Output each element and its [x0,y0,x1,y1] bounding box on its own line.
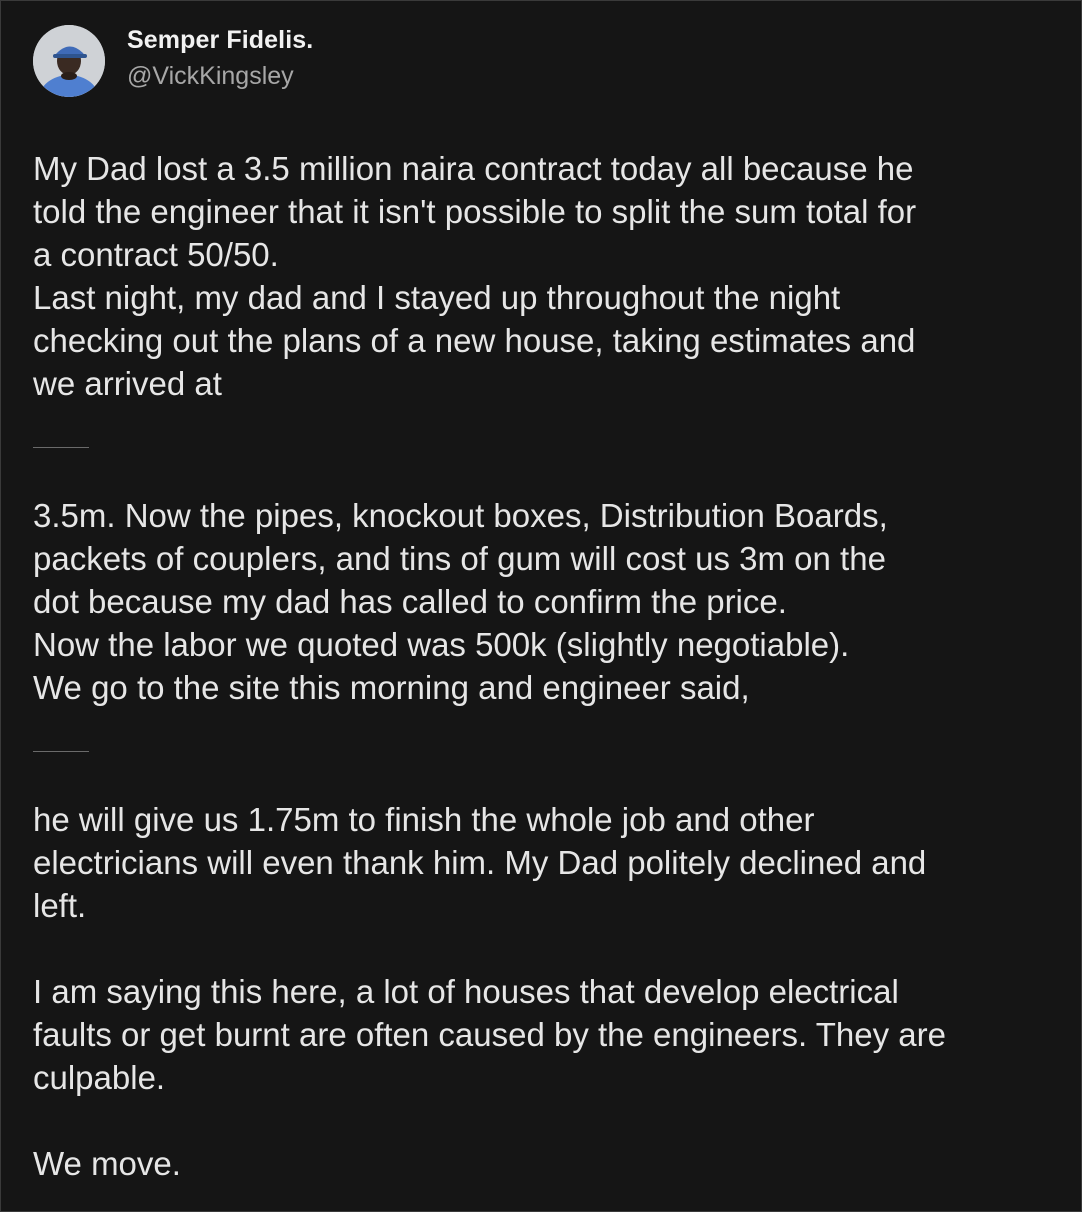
tweet-paragraph-7 [33,970,1063,1099]
text-line: My Dad lost a 3.5 million naira contract today all because he [33,150,914,187]
text-line: dot because my dad has called to confirm the price. [33,583,787,620]
text-line: I am saying this here, a lot of houses that develop electrical [33,973,899,1010]
tweet-header [33,25,313,97]
text-line: he will give us 1.75m to finish the whole job and other [33,801,815,838]
text-line: We go to the site this morning and engineer said, [33,669,750,706]
text-line: packets of couplers, and tins of gum will cost us 3m on the [33,540,886,577]
text-line: 3.5m. Now the pipes, knockout boxes, Distribution Boards, [33,497,888,534]
tweet-paragraph-4 [33,623,1063,666]
tweet-paragraph-2 [33,276,1063,405]
thread-separator [33,751,89,752]
text-line: told the engineer that it isn't possible to split the sum total for [33,193,917,230]
thread-separator [33,447,89,448]
tweet-paragraph-5 [33,666,1063,709]
tweet-text [33,147,1063,1185]
author-handle[interactable]: @VickKingsley [127,62,294,90]
tweet-paragraph-3 [33,494,1063,623]
text-line: checking out the plans of a new house, taking estimates and [33,322,916,359]
text-line: a contract 50/50. [33,236,279,273]
text-line: electricians will even thank him. My Dad politely declined and [33,844,927,881]
tweet-paragraph-8 [33,1142,1063,1185]
text-line: culpable. [33,1059,166,1096]
text-line: left. [33,887,87,924]
avatar[interactable] [33,25,105,97]
author-display-name[interactable]: Semper Fidelis. [127,26,314,54]
text-line: Last night, my dad and I stayed up throughout the night [33,279,841,316]
text-line: Now the labor we quoted was 500k (slightly negotiable). [33,626,850,663]
text-line: we arrived at [33,365,222,402]
text-line: faults or get burnt are often caused by the engineers. They are [33,1016,946,1053]
text-line: We move. [33,1145,181,1182]
tweet-paragraph-6 [33,798,1063,927]
person-cap-avatar-icon [33,25,105,97]
author-names [127,24,313,92]
tweet-paragraph-1 [33,147,1063,276]
